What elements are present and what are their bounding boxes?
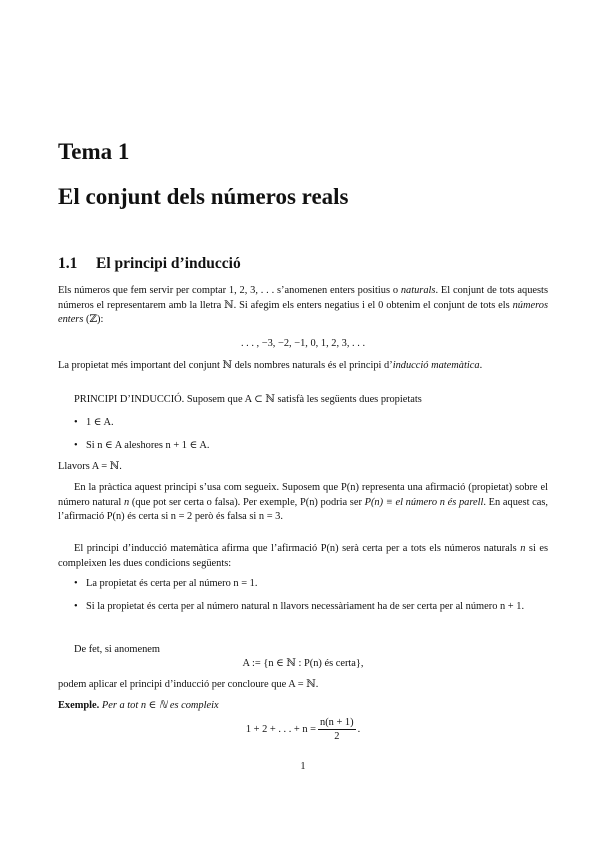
principle-statement: PRINCIPI D’INDUCCIÓ. Suposem que A ⊂ ℕ satisfà les següents dues propietats (74, 394, 422, 405)
integers-display: . . . , −3, −2, −1, 0, 1, 2, 3, . . . (240, 338, 366, 349)
text: si es compleixen les dues condicions següents: (58, 543, 548, 569)
text: Els números que fem servir per comptar 1, 2, 3, . . . s’anomenen enters positius o (58, 285, 401, 296)
paragraph-practice (58, 481, 548, 525)
condition-item-1: La propietat és certa per al número n = 1. (86, 578, 258, 589)
text: (que pot ser certa o falsa). Per exemple, P(n) podria ser (129, 496, 365, 508)
principle-item-1: 1 ∈ A. (86, 417, 114, 428)
paragraph-principle (58, 542, 548, 571)
paragraph-naturals (58, 284, 548, 328)
example-text: Per a tot n ∈ ℕ es compleix (101, 700, 219, 711)
paragraph-define: De fet, si anomenem (74, 644, 160, 655)
section-heading (58, 254, 241, 274)
bullet-mark: • (74, 440, 78, 451)
paragraph-induction-intro (58, 359, 548, 374)
example-statement (58, 699, 219, 714)
set-display: A := {n ∈ ℕ : P(n) és certa}, (242, 658, 364, 669)
fraction (318, 716, 356, 743)
section-title: El principi d’inducció (96, 255, 241, 272)
text: . En aquest cas, l’afirmació P(n) és certa si n = 2 però és falsa si n = 3. (58, 496, 549, 522)
formula-trail: . (357, 723, 361, 735)
bullet-mark: • (74, 601, 78, 612)
emphasis: números enters (58, 299, 548, 325)
bullet-mark: • (74, 578, 78, 589)
fraction-numerator: n(n + 1) (320, 717, 354, 728)
emphasis: inducció matemàtica (392, 360, 480, 371)
bullet-mark: • (74, 417, 78, 428)
condition-item-2: Si la propietat és certa per al número natural n llavors necessàriament ha de ser certa per al número n + 1. (86, 601, 525, 612)
text: En la pràctica aquest principi s’usa com segueix. Suposem que P(n) representa una afirmació (propietat) sobre el número natural (58, 482, 548, 508)
emphasis: P(n) ≡ el número n és parell (364, 496, 484, 508)
text: La propietat més important del conjunt ℕ dels nombres naturals és el principi d’ (58, 360, 393, 371)
emphasis: n (123, 496, 130, 508)
text: . (479, 360, 483, 371)
text: El principi d’inducció matemàtica afirma que l’afirmació P(n) serà certa per a tots els números naturals (74, 543, 521, 554)
section-number: 1.1 (58, 255, 78, 272)
principle-item-2: Si n ∈ A aleshores n + 1 ∈ A. (86, 440, 210, 451)
text: (ℤ): (83, 314, 104, 325)
chapter-title: El conjunt dels números reals (58, 184, 349, 209)
formula-lhs: 1 + 2 + . . . + n = (245, 723, 317, 735)
text: . El conjunt de tots aquests números el representarem amb la lletra ℕ. Si afegim els enters negatius i el 0 obtenim el conjunt de tots els (58, 285, 548, 311)
emphasis: n (520, 543, 526, 554)
emphasis: naturals (400, 285, 436, 296)
page-number: 1 (300, 761, 306, 772)
example-label: Exemple. (58, 700, 100, 711)
principle-conclusion: Llavors A = ℕ. (58, 461, 122, 472)
chapter-number: Tema 1 (58, 139, 130, 164)
paragraph-conclude: podem aplicar el principi d’inducció per concloure que A = ℕ. (58, 679, 319, 690)
fraction-denominator: 2 (334, 731, 340, 742)
sum-formula (58, 716, 548, 743)
